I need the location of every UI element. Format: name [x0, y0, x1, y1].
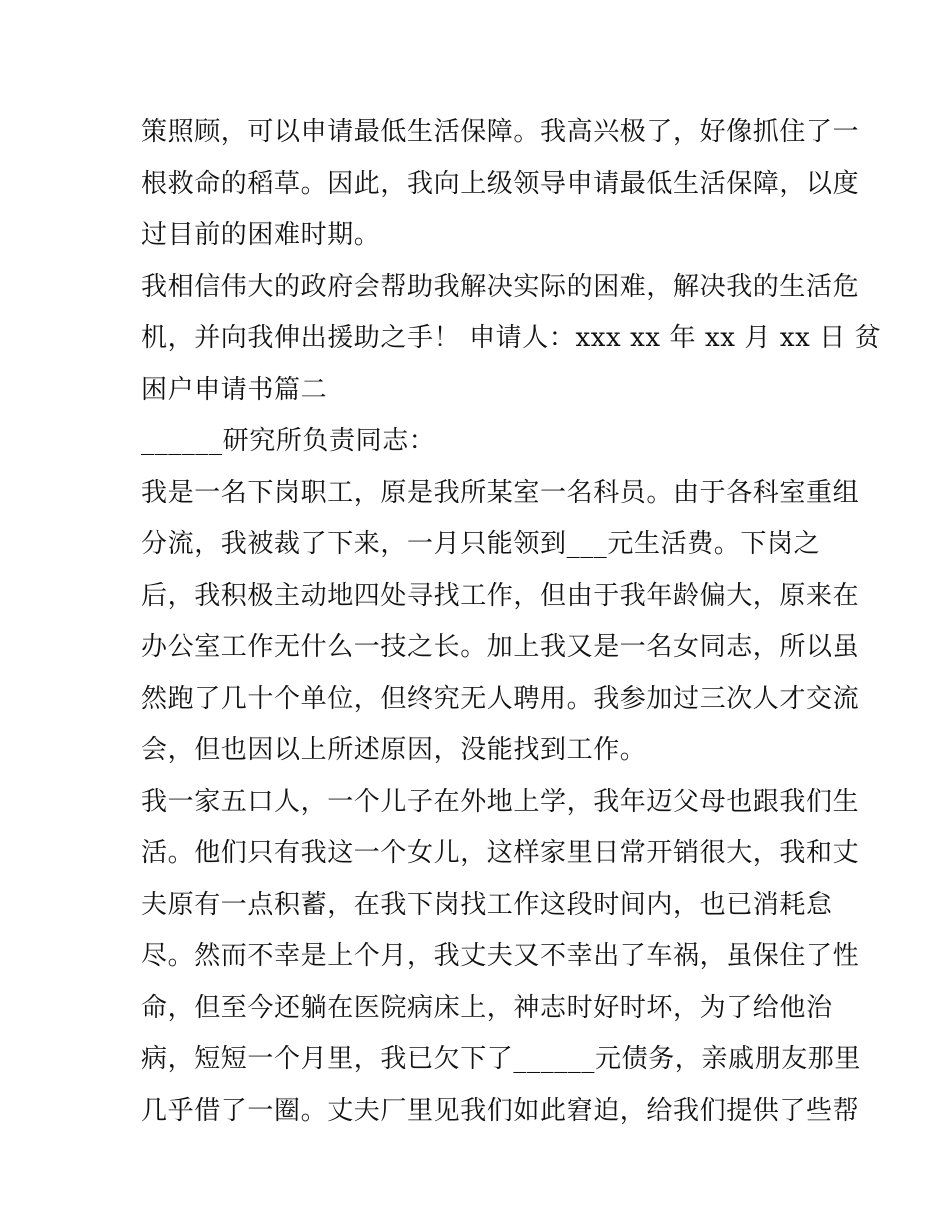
- text-line: 命，但至今还躺在医院病床上，神志时好时坏，为了给他治: [141, 992, 833, 1023]
- text-line: 我一家五口人，一个儿子在外地上学，我年迈父母也跟我们生: [141, 786, 860, 817]
- document-body: [141, 107, 882, 1137]
- text-line: 机，并向我伸出援助之手！ 申请人：xxx xx 年 xx 月 xx 日 贫: [141, 323, 882, 353]
- text-line: 根救命的稻草。因此，我向上级领导申请最低生活保障，以度: [141, 168, 860, 199]
- text-line: 办公室工作无什么一技之长。加上我又是一名女同志，所以虽: [141, 632, 860, 662]
- text-line: 然跑了几十个单位，但终究无人聘用。我参加过三次人才交流: [141, 683, 860, 714]
- text-line: 尽。然而不幸是上个月，我丈夫又不幸出了车祸，虽保住了性: [141, 941, 860, 971]
- text-line: 病，短短一个月里，我已欠下了______元债务，亲戚朋友那里: [141, 1044, 862, 1074]
- section-heading: 困户申请书篇二: [141, 374, 328, 405]
- text-line: 活。他们只有我这一个女儿，这样家里日常开销很大，我和丈: [141, 838, 860, 868]
- text-line: 几乎借了一圈。丈夫厂里见我们如此窘迫，给我们提供了些帮: [141, 1095, 860, 1126]
- text-line: 过目前的困难时期。: [141, 220, 381, 250]
- salutation-line: ______研究所负责同志：: [141, 426, 436, 456]
- text-line: 我相信伟大的政府会帮助我解决实际的困难，解决我的生活危: [141, 271, 860, 302]
- text-line: 分流，我被裁了下来，一月只能领到___元生活费。下岗之: [141, 529, 821, 559]
- text-line: 我是一名下岗职工，原是我所某室一名科员。由于各科室重组: [141, 477, 860, 508]
- text-line: 夫原有一点积蓄，在我下岗找工作这段时间内，也已消耗怠: [141, 889, 833, 920]
- text-line: 会，但也因以上所述原因，没能找到工作。: [141, 735, 647, 765]
- text-line: 策照顾，可以申请最低生活保障。我高兴极了，好像抓住了一: [141, 117, 860, 147]
- text-line: 后，我积极主动地四处寻找工作，但由于我年龄偏大，原来在: [141, 580, 860, 611]
